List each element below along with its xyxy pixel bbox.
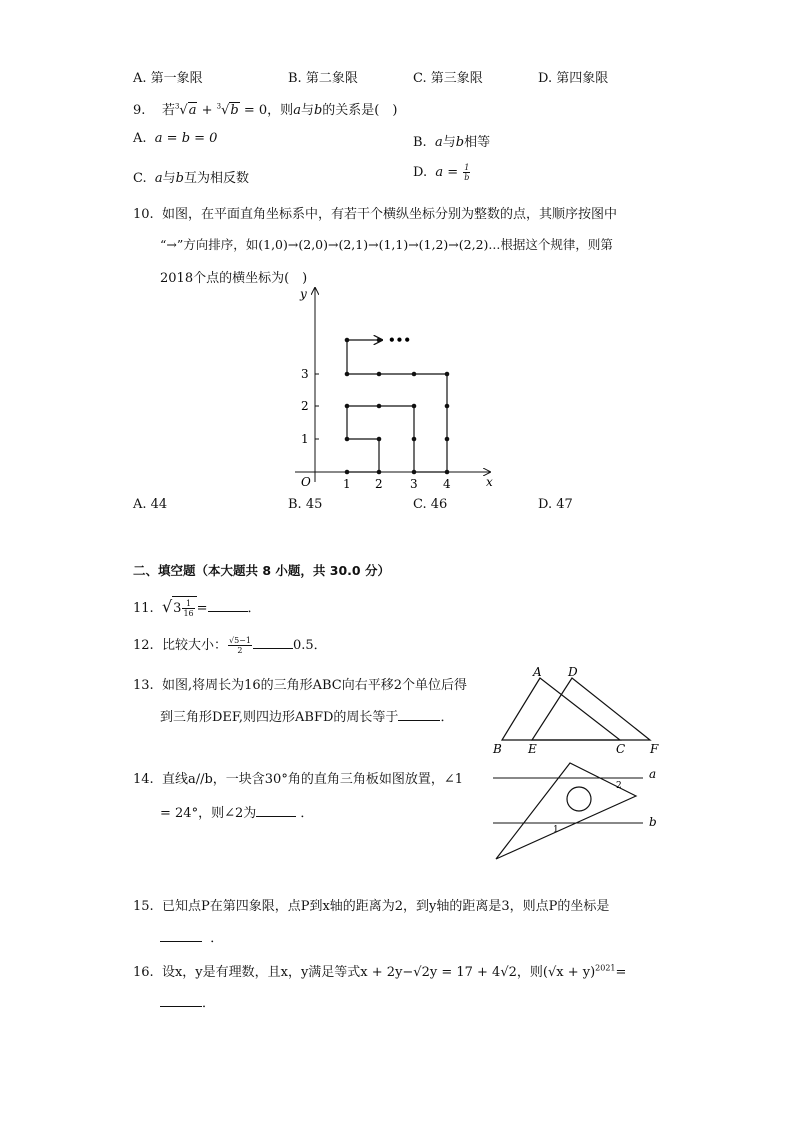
q9-stem-mid: = 0，则 bbox=[239, 103, 294, 118]
q10-option-d: D. 47 bbox=[538, 497, 573, 512]
q11-number: 11. bbox=[133, 601, 154, 616]
set-square-hole bbox=[567, 787, 591, 811]
q15-line2 bbox=[160, 927, 223, 946]
q16-equals: = bbox=[615, 965, 627, 980]
q13-triangle-figure bbox=[488, 664, 668, 760]
y-tick-3: 3 bbox=[301, 367, 309, 381]
q13-period: ． bbox=[440, 710, 454, 725]
q15-period: ． bbox=[210, 931, 224, 946]
q13-number: 13. bbox=[133, 678, 154, 693]
q13-answer-blank[interactable] bbox=[398, 708, 440, 721]
q16-answer-blank[interactable] bbox=[160, 994, 202, 1007]
y-tick-1: 1 bbox=[301, 432, 309, 446]
q10-line1-text: 如图，在平面直角坐标系中，有若干个横纵坐标分别为整数的点，其顺序按图中 bbox=[161, 207, 617, 222]
q9-number: 9. bbox=[133, 103, 146, 118]
q15-line1 bbox=[133, 895, 609, 914]
continuation-dots: ••• bbox=[388, 333, 412, 347]
q13-line2 bbox=[160, 706, 453, 725]
q9-option-a bbox=[133, 131, 217, 146]
q16-line2 bbox=[160, 992, 215, 1011]
q9-option-d-text: a = bbox=[435, 165, 463, 180]
q10-line1 bbox=[133, 203, 617, 222]
q13-line1 bbox=[133, 674, 467, 693]
q9-option-b-var-a: a bbox=[434, 135, 443, 150]
q14-number: 14. bbox=[133, 772, 154, 787]
x-axis-label: x bbox=[486, 475, 493, 489]
q8-option-a: A. 第一象限 bbox=[133, 71, 203, 86]
q14-line1-text: 直线a//b，一块含30°角的直角三角板如图放置，∠1 bbox=[161, 772, 463, 787]
q9-option-c bbox=[133, 167, 249, 186]
q9-option-b-and: 与 bbox=[442, 135, 456, 150]
q11-frac-num: 1 bbox=[182, 599, 194, 609]
label-line-b: b bbox=[649, 815, 657, 829]
origin-label: O bbox=[301, 475, 311, 489]
q10-option-b: B. 45 bbox=[288, 497, 323, 512]
y-axis-label: y bbox=[300, 287, 307, 301]
q9-stem: 9. 若$^3$√a + $^3$√b = 0，则a与b的关系是( ) bbox=[133, 102, 398, 118]
q12-answer-blank[interactable] bbox=[253, 636, 293, 649]
q9-option-b-label: B. bbox=[413, 135, 427, 150]
q16-number: 16. bbox=[133, 965, 154, 980]
q14-line2-text: = 24°，则∠2为 bbox=[160, 806, 257, 821]
q9-and: 与 bbox=[300, 103, 314, 118]
q12-fraction bbox=[228, 636, 252, 655]
q12-frac-num: √5−1 bbox=[228, 636, 251, 645]
q8-option-b: B. 第二象限 bbox=[288, 71, 358, 86]
q9-stem-pre: 若 bbox=[161, 103, 175, 118]
q9-var-a: a bbox=[293, 103, 301, 118]
q12-frac-den: 2 bbox=[237, 646, 243, 655]
label-a: A bbox=[533, 665, 542, 679]
q14-triangle-figure bbox=[488, 758, 668, 864]
q11-radicand bbox=[172, 596, 196, 618]
label-e: E bbox=[528, 742, 537, 756]
q10-option-c: C. 46 bbox=[413, 497, 448, 512]
q9-option-d bbox=[413, 163, 471, 182]
x-tick-1: 1 bbox=[343, 477, 351, 491]
x-tick-2: 2 bbox=[375, 477, 383, 491]
q9-option-a-text: a = b = 0 bbox=[154, 131, 218, 146]
q9-option-c-label: C. bbox=[133, 171, 147, 186]
q12-tail: 0.5． bbox=[292, 638, 327, 653]
angle-2-label: 2 bbox=[616, 781, 622, 791]
q10-option-a: A. 44 bbox=[133, 497, 168, 512]
q14-answer-blank[interactable] bbox=[256, 804, 296, 817]
q16-line1-text: 设x，y是有理数，且x，y满足等式x + 2y−√2y = 17 + 4√2，则(√x + y) bbox=[161, 965, 596, 980]
q11-fraction bbox=[182, 599, 194, 618]
q12-number: 12. bbox=[133, 638, 154, 653]
q13-line1-text: 如图,将周长为16的三角形ABC向右平移2个单位后得 bbox=[161, 678, 468, 693]
label-c: C bbox=[616, 742, 626, 756]
q14-period: ． bbox=[300, 806, 314, 821]
y-tick-2: 2 bbox=[301, 399, 309, 413]
q16-exponent: 2021 bbox=[595, 963, 616, 973]
q16-line1 bbox=[133, 961, 626, 980]
q12 bbox=[133, 634, 327, 655]
q9-var-b: b bbox=[313, 103, 323, 118]
triangle-abc bbox=[502, 678, 620, 740]
q9-option-a-label: A. bbox=[133, 131, 147, 146]
q9-option-d-fraction bbox=[463, 163, 470, 182]
point-path bbox=[347, 340, 447, 472]
triangle-def bbox=[532, 678, 650, 740]
q9-option-c-text: 互为相反数 bbox=[184, 171, 250, 186]
x-tick-4: 4 bbox=[443, 477, 451, 491]
q12-text: 比较大小： bbox=[161, 638, 227, 653]
q9-option-c-var-a: a bbox=[154, 171, 163, 186]
q11-equals: = bbox=[196, 601, 208, 616]
q16-period: ． bbox=[202, 996, 216, 1011]
q9-root-a: a bbox=[188, 103, 197, 118]
label-b: B bbox=[493, 742, 502, 756]
q10-number: 10. bbox=[133, 207, 154, 222]
q9-option-b-text: 相等 bbox=[464, 135, 491, 150]
x-tick-3: 3 bbox=[410, 477, 418, 491]
q9-stem-end: 的关系是( ) bbox=[322, 103, 398, 118]
q9-root-b: b bbox=[230, 103, 239, 118]
q8-option-c: C. 第三象限 bbox=[413, 71, 483, 86]
section-heading: 二、填空题（本大题共 8 小题，共 30.0 分） bbox=[133, 563, 390, 578]
q15-answer-blank[interactable] bbox=[160, 929, 202, 942]
q15-number: 15. bbox=[133, 899, 154, 914]
label-d: D bbox=[568, 665, 578, 679]
q11-answer-blank[interactable] bbox=[208, 599, 248, 612]
q9-option-d-num: 1 bbox=[464, 163, 470, 172]
q9-option-b bbox=[413, 131, 490, 150]
label-f: F bbox=[650, 742, 659, 756]
q14-line2 bbox=[160, 802, 313, 821]
q13-line2-text: 到三角形DEF,则四边形ABFD的周长等于 bbox=[160, 710, 399, 725]
q9-option-d-den: b bbox=[464, 173, 470, 182]
angle-1-label: 1 bbox=[553, 825, 559, 835]
q10-line3: 2018个点的横坐标为( ) bbox=[160, 271, 308, 286]
set-square bbox=[496, 763, 636, 859]
q10-line2: “→”方向排序，如(1,0)→(2,0)→(2,1)→(1,1)→(1,2)→(2,2)...根据这个规律，则第 bbox=[160, 237, 613, 252]
q9-option-c-var-b: b bbox=[175, 171, 184, 186]
q8-option-d: D. 第四象限 bbox=[538, 71, 609, 86]
q11-frac-den: 16 bbox=[183, 609, 194, 618]
q15-line1-text: 已知点P在第四象限，点P到x轴的距离为2，到y轴的距离是3，则点P的坐标是 bbox=[161, 899, 610, 914]
q11-radicand-int: 3 bbox=[173, 601, 182, 616]
q10-coordinate-graph bbox=[290, 282, 505, 492]
q9-option-c-and: 与 bbox=[162, 171, 176, 186]
q9-option-b-var-b: b bbox=[455, 135, 465, 150]
q11: 11. √3 $\frac{1}{16}$ = ． bbox=[133, 597, 261, 618]
q14-line1 bbox=[133, 768, 463, 787]
label-line-a: a bbox=[649, 767, 657, 781]
q9-option-d-label: D. bbox=[413, 165, 428, 180]
